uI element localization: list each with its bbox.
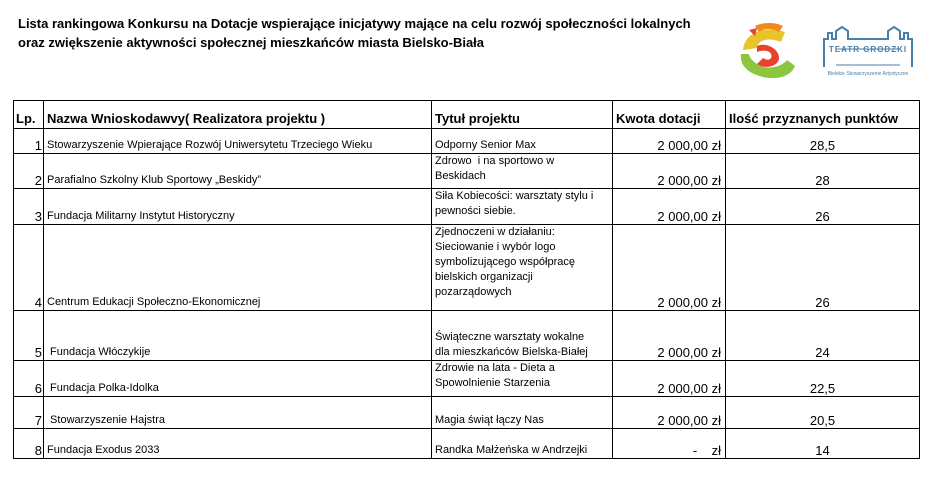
cell-points: 14	[726, 429, 920, 459]
cell-points: 28	[726, 154, 920, 189]
table-row	[14, 311, 920, 361]
title-line: Zjednoczeni w działaniu:	[435, 226, 555, 238]
cell-name: Fundacja Militarny Instytut Historyczny	[44, 189, 432, 225]
title-line-2: oraz zwiększenie aktywności społecznej mieszkańców miasta Bielsko-Biała	[18, 35, 485, 50]
teatr-logo-subtext: Bielskie Stowarzyszenie Artystyczne	[827, 71, 909, 77]
cell-amount: 2 000,00 zł	[613, 311, 726, 361]
title-line: dla mieszkańców Bielska-Białej	[435, 346, 588, 358]
cell-amount: - zł	[613, 429, 726, 459]
cell-points: 26	[726, 189, 920, 225]
col-header-name: Nazwa Wnioskodawvy( Realizatora projektu )	[44, 101, 432, 129]
title-line: Świąteczne warsztaty wokalne	[435, 331, 585, 343]
cell-points: 26	[726, 225, 920, 311]
cell-amount: 2 000,00 zł	[613, 397, 726, 429]
table-header-row	[14, 101, 920, 129]
col-header-points: Ilość przyznanych punktów	[726, 101, 920, 129]
cell-title	[432, 397, 613, 429]
cell-points: 20,5	[726, 397, 920, 429]
cell-lp: 1	[14, 129, 44, 154]
cell-title	[432, 225, 613, 311]
cell-lp: 4	[14, 225, 44, 311]
cell-title	[432, 129, 613, 154]
cell-name: Fundacja Exodus 2033	[44, 429, 432, 459]
cell-lp: 2	[14, 154, 44, 189]
title-line: Spowolnienie Starzenia	[435, 377, 550, 389]
cell-name: Stowarzyszenie Hajstra	[44, 397, 432, 429]
cell-lp: 3	[14, 189, 44, 225]
teatr-logo-text: TEATR GRODZKI	[828, 45, 908, 54]
table-row	[14, 154, 920, 189]
cell-title	[432, 154, 613, 189]
table-row	[14, 129, 920, 154]
title-line: Beskidach	[435, 170, 486, 182]
title-line: pewności siebie.	[435, 205, 516, 217]
title-line: Sieciowanie i wybór logo	[435, 241, 556, 253]
table-row	[14, 189, 920, 225]
title-line: Randka Małżeńska w Andrzejki	[435, 444, 588, 456]
table-row	[14, 397, 920, 429]
cell-lp: 7	[14, 397, 44, 429]
cell-title	[432, 311, 613, 361]
cell-points: 22,5	[726, 361, 920, 397]
title-line: Zdrowo i na sportowo w	[435, 155, 555, 167]
table-row	[14, 429, 920, 459]
cell-amount: 2 000,00 zł	[613, 154, 726, 189]
cell-amount: 2 000,00 zł	[613, 189, 726, 225]
col-header-lp: Lp.	[14, 101, 44, 129]
col-header-title: Tytuł projektu	[432, 101, 613, 129]
title-line: Zdrowie na lata - Dieta a	[435, 362, 555, 374]
cell-points: 24	[726, 311, 920, 361]
title-line: bielskich organizacji	[435, 271, 533, 283]
cell-amount: 2 000,00 zł	[613, 361, 726, 397]
teatr-grodzki-logo	[816, 25, 920, 83]
title-line-1: Lista rankingowa Konkursu na Dotacje wspierające inicjatywy mające na celu rozwój społeczności lokalnych	[18, 16, 691, 31]
table-row	[14, 225, 920, 311]
city-logo	[735, 20, 801, 86]
cell-name: Fundacja Włóczykije	[44, 311, 432, 361]
cell-amount: 2 000,00 zł	[613, 225, 726, 311]
ranking-table	[13, 100, 920, 459]
title-line: symbolizującego współpracę	[435, 256, 576, 268]
title-line: Odporny Senior Max	[435, 139, 536, 151]
page-title	[18, 14, 691, 52]
cell-lp: 5	[14, 311, 44, 361]
col-header-amount: Kwota dotacji	[613, 101, 726, 129]
cell-name: Centrum Edukacji Społeczno-Ekonomicznej	[44, 225, 432, 311]
cell-amount: 2 000,00 zł	[613, 129, 726, 154]
cell-title	[432, 429, 613, 459]
cell-lp: 6	[14, 361, 44, 397]
table-row	[14, 361, 920, 397]
cell-name: Fundacja Polka-Idolka	[44, 361, 432, 397]
title-line: pozarządowych	[435, 286, 512, 298]
cell-title	[432, 189, 613, 225]
title-line: Magia świąt łączy Nas	[435, 414, 544, 426]
cell-name: Stowarzyszenie Wpierające Rozwój Uniwersytetu Trzeciego Wieku	[44, 129, 432, 154]
cell-points: 28,5	[726, 129, 920, 154]
cell-lp: 8	[14, 429, 44, 459]
cell-name: Parafialno Szkolny Klub Sportowy „Beskidy”	[44, 154, 432, 189]
cell-title	[432, 361, 613, 397]
title-line: Siła Kobiecości: warsztaty stylu i	[435, 190, 594, 202]
